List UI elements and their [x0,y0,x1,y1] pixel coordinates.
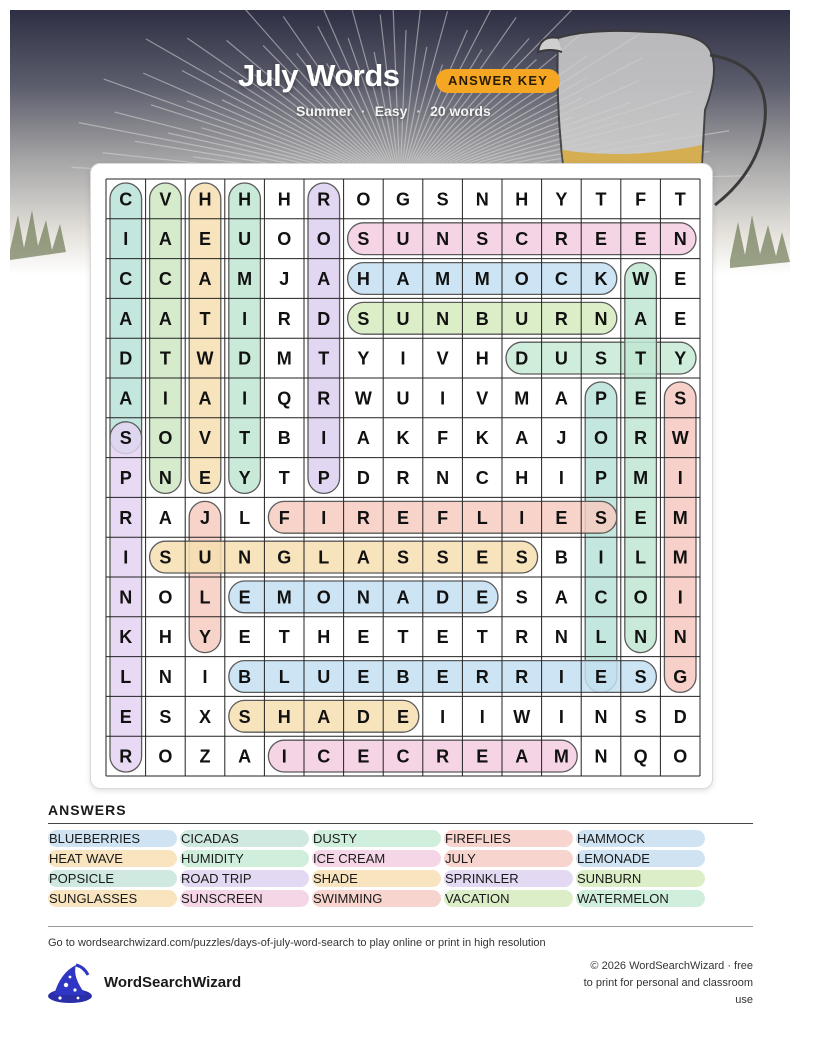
grid-cell-letter: I [123,547,129,568]
grid-cell-letter: E [594,667,608,687]
grid-cell-letter: A [317,706,331,727]
grid-cell-letter: C [317,746,331,767]
grid-cell-letter: S [515,587,528,608]
puzzle-grid-card [90,163,713,789]
grid-cell-letter: R [554,308,568,329]
grid-cell-letter: L [476,507,488,528]
grid-cell-letter: N [634,627,648,648]
grid-cell-letter: V [476,388,489,409]
grid-cell-letter: A [554,388,568,409]
grid-cell-letter: E [198,468,212,488]
grid-cell-letter: N [356,587,370,608]
grid-cell-letter: M [553,746,569,767]
grid-cell-letter: N [554,627,568,648]
grid-cell-letter: A [554,587,568,608]
grid-cell-letter: T [278,468,290,488]
grid-cell-letter: T [476,627,488,648]
grid-cell-letter: B [396,667,410,687]
grid-cell-letter: L [635,547,647,568]
grid-cell-letter: S [594,507,608,528]
grid-cell-letter: C [396,746,410,767]
grid-cell-letter: M [474,269,490,289]
grid-cell-letter: I [598,547,604,568]
grid-cell-letter: A [158,229,172,250]
grid-cell-letter: E [238,587,251,608]
grid-cell-letter: K [396,428,410,449]
grid-cell-letter: R [119,746,133,767]
grid-cell-letter: I [400,348,406,369]
grid-cell-letter: W [196,348,214,369]
grid-cell-letter: E [357,627,370,648]
grid-cell-letter: D [356,468,370,488]
grid-cell-letter: S [634,706,647,727]
grid-cell-letter: M [237,269,253,289]
grid-cell-letter: E [198,229,212,250]
grid-cell-letter: R [554,229,568,250]
grid-cell-letter: Q [633,746,648,767]
grid-cell-letter: T [239,428,251,449]
grid-cell-letter: R [475,667,489,687]
grid-cell-letter: O [673,746,688,767]
grid-cell-letter: Q [277,388,292,409]
grid-cell-letter: N [436,229,450,250]
grid-cell-letter: S [674,388,687,409]
grid-cell-letter: A [198,388,212,409]
grid-cell-letter: W [354,388,372,409]
difficulty-label: Easy [374,103,408,119]
word-count-label: 20 words [430,103,491,119]
word-search-grid [91,164,712,788]
grid-cell-letter: S [476,229,489,250]
grid-cell-letter: M [435,269,451,289]
letter-layer [119,189,688,766]
grid-cell-letter: S [238,706,251,727]
grid-cell-letter: S [119,428,132,449]
grid-cell-letter: M [672,507,688,528]
grid-cell-letter: B [238,667,252,687]
grid-cell-letter: A [119,388,133,409]
grid-cell-letter: R [317,189,331,210]
grid-cell-letter: N [594,746,608,767]
grid-cell-letter: J [199,507,211,528]
grid-cell-letter: A [198,269,212,289]
grid-cell-letter: N [594,308,608,329]
answer-word: SUNGLASSES [48,890,177,907]
grid-cell-letter: O [316,587,331,608]
answer-key-badge: ANSWER KEY [436,69,560,93]
grid-cell-letter: H [158,627,172,648]
answer-word: VACATION [444,890,573,907]
grid-cell-letter: E [119,706,132,727]
grid-cell-letter: R [396,468,410,488]
grid-cell-letter: H [515,468,529,488]
grid-cell-letter: E [476,746,489,767]
grid-cell-letter: L [318,547,330,568]
grid-cell-letter: N [158,667,172,687]
grid-cell-letter: F [635,189,647,210]
grid-cell-letter: I [242,308,248,329]
grid-cell-letter: I [677,587,683,608]
grid-cell-letter: Z [199,746,211,767]
grid-cell-letter: V [159,189,172,210]
grid-cell-letter: H [356,269,370,289]
grid-cell-letter: A [634,308,648,329]
answer-word: SPRINKLER [444,870,573,887]
grid-cell-letter: E [357,667,370,687]
grid-cell-letter: S [634,667,647,687]
grid-cell-letter: E [396,507,410,528]
grid-cell-letter: Y [357,348,370,369]
answer-word: JULY [444,850,573,867]
grid-cell-letter: J [279,269,290,289]
grid-cell-letter: A [238,746,252,767]
grid-cell-letter: Y [198,627,212,648]
grid-cell-letter: A [317,269,331,289]
grid-cell-letter: N [436,308,450,329]
grid-cell-letter: I [558,468,564,488]
grid-cell-letter: N [594,706,608,727]
grid-cell-letter: B [554,547,568,568]
grid-cell-letter: D [515,348,529,369]
grid-cell-letter: G [395,189,411,210]
grid-cell-letter: U [198,547,212,568]
grid-cell-letter: E [476,547,489,568]
grid-cell-letter: I [281,746,287,767]
grid-cell-letter: A [356,547,370,568]
grid-cell-letter: M [276,348,292,369]
answers-list [48,830,753,912]
grid-cell-letter: L [120,667,132,687]
grid-cell-letter: I [558,706,564,727]
grid-cell-letter: W [632,269,650,289]
grid-cell-letter: L [278,667,290,687]
grid-cell-letter: U [317,667,331,687]
grid-cell-letter: H [238,189,252,210]
footer-link-text: Go to wordsearchwizard.com/puzzles/days-of-july-word-search to play online or print in high resolution [48,937,546,949]
grid-cell-letter: S [436,547,449,568]
grid-cell-letter: A [158,308,172,329]
grid-cell-letter: O [356,189,371,210]
grid-cell-letter: A [515,428,529,449]
grid-cell-letter: T [635,348,647,369]
grid-cell-letter: T [278,627,290,648]
wizard-hat-icon [46,963,94,1005]
grid-cell-letter: B [277,428,291,449]
grid-cell-letter: N [119,587,133,608]
answer-word: BLUEBERRIES [48,830,177,847]
grid-cell-letter: O [514,269,529,289]
grid-cell-letter: R [436,746,450,767]
grid-cell-letter: A [396,269,410,289]
grid-cell-letter: D [673,706,687,727]
grid-cell-letter: E [476,587,489,608]
grid-cell-letter: O [633,587,648,608]
grid-cell-letter: L [239,507,251,528]
grid-cell-letter: N [673,229,687,250]
grid-cell-letter: I [558,667,564,687]
grid-cell-letter: I [202,667,208,687]
grid-cell-letter: E [436,667,449,687]
answer-word: DUSTY [312,830,441,847]
grid-cell-letter: N [436,468,450,488]
grid-cell-letter: C [515,229,529,250]
grid-cell-letter: E [634,388,647,409]
grid-cell-letter: S [159,547,172,568]
grid-cell-letter: O [158,746,173,767]
grid-cell-letter: M [633,468,649,488]
grid-cell-letter: R [634,428,648,449]
grid-cell-letter: C [554,269,568,289]
grid-cell-letter: F [437,507,449,528]
grid-cell-letter: D [119,348,133,369]
meta-separator: · [361,103,366,119]
theme-label: Summer [296,103,353,119]
grid-cell-letter: T [595,189,607,210]
grid-cell-letter: G [277,547,292,568]
grid-cell-letter: E [357,746,370,767]
answer-word: POPSICLE [48,870,177,887]
grid-cell-letter: R [515,667,529,687]
answer-word: HUMIDITY [180,850,309,867]
grid-cell-letter: E [555,507,568,528]
grid-cell-letter: X [198,706,212,727]
grid-cell-letter: H [317,627,331,648]
copyright-text: © 2026 WordSearchWizard · free to print for personal and classroom use [583,960,753,1006]
grid-cell-letter: O [316,229,331,250]
grid-cell-letter: O [593,428,609,449]
answer-word: LEMONADE [576,850,705,867]
title-row [0,58,800,102]
grid-cell-letter: I [440,388,446,409]
grid-cell-letter: I [677,468,683,488]
grid-cell-letter: P [317,468,330,488]
grid-cell-letter: S [396,547,410,568]
grid-cell-letter: V [436,348,449,369]
grid-cell-letter: Y [555,189,568,210]
page-title: July Words [238,58,400,93]
grid-cell-letter: E [674,308,687,329]
answers-heading: ANSWERS [48,802,127,818]
grid-cell-letter: C [475,468,489,488]
grid-cell-letter: I [242,388,248,409]
grid-cell-letter: W [513,706,531,727]
grid-cell-letter: T [397,627,409,648]
answer-word: SUNBURN [576,870,705,887]
grid-cell-letter: G [673,667,688,687]
grid-cell-letter: U [554,348,568,369]
answer-word: SHADE [312,870,441,887]
grid-cell-letter: M [514,388,530,409]
grid-cell-letter: I [440,706,446,727]
grid-cell-letter: I [519,507,525,528]
grid-cell-letter: E [674,269,687,289]
grid-cell-letter: O [158,428,173,449]
answer-word: ROAD TRIP [180,870,309,887]
grid-cell-letter: S [357,229,370,250]
grid-cell-letter: N [158,468,172,488]
grid-cell-letter: I [479,706,485,727]
grid-cell-letter: W [671,428,689,449]
grid-cell-letter: H [277,706,291,727]
answer-word: SWIMMING [312,890,441,907]
grid-cell-letter: U [396,308,410,329]
grid-cell-letter: K [594,269,608,289]
grid-cell-letter: S [436,189,449,210]
grid-cell-letter: P [594,388,608,409]
grid-cell-letter: U [396,229,410,250]
answer-word: HAMMOCK [576,830,705,847]
grid-cell-letter: S [515,547,528,568]
grid-cell-letter: N [475,189,489,210]
grid-cell-letter: I [321,428,327,449]
grid-cell-letter: R [356,507,370,528]
grid-cell-letter: T [674,189,686,210]
brand-name[interactable]: WordSearchWizard [104,974,242,991]
grid-cell-letter: H [198,189,212,210]
grid-cell-letter: S [159,706,172,727]
grid-cell-letter: V [198,428,212,449]
grid-cell-letter: H [475,348,489,369]
meta-separator: · [416,103,422,119]
grid-cell-letter: D [317,308,331,329]
grid-cell-letter: O [277,229,292,250]
puzzle-meta [296,103,491,119]
grid-cell-letter: E [396,706,410,727]
grid-cell-letter: R [317,388,331,409]
grid-cell-letter: U [396,388,410,409]
grid-cell-letter: K [119,627,133,648]
answer-word: FIREFLIES [444,830,573,847]
grid-cell-letter: C [119,189,133,210]
grid-cell-letter: N [238,547,252,568]
grid-cell-letter: U [238,229,252,250]
grid-cell-letter: D [356,706,370,727]
grid-cell-letter: R [515,627,529,648]
grid-cell-letter: C [594,587,608,608]
grid-cell-letter: O [158,587,173,608]
grid-cell-letter: D [436,587,450,608]
answer-word: CICADAS [180,830,309,847]
grid-cell-letter: C [158,269,172,289]
grid-cell-letter: T [159,348,171,369]
grid-cell-letter: R [277,308,291,329]
grid-cell-letter: N [673,627,687,648]
answer-word: HEAT WAVE [48,850,177,867]
grid-cell-letter: E [634,507,647,528]
grid-cell-letter: H [515,189,529,210]
grid-cell-letter: Y [238,468,251,488]
answer-word: SUNSCREEN [180,890,309,907]
grid-cell-letter: Y [674,348,687,369]
grid-cell-letter: I [123,229,129,250]
grid-cell-letter: E [594,229,608,250]
grid-cell-letter: M [672,547,688,568]
grid-cell-letter: A [356,428,370,449]
grid-cell-letter: P [594,468,608,488]
grid-cell-letter: C [119,269,133,289]
answer-word: ICE CREAM [312,850,441,867]
grid-cell-letter: U [515,308,529,329]
grid-cell-letter: K [475,428,489,449]
grid-cell-letter: M [276,587,292,608]
grid-cell-letter: A [158,507,172,528]
grid-cell-letter: T [199,308,211,329]
grid-cell-letter: I [321,507,327,528]
answers-bottom-divider [48,926,753,927]
grid-cell-letter: S [594,348,608,369]
grid-cell-letter: I [162,388,168,409]
grid-cell-letter: E [238,627,251,648]
grid-cell-letter: S [357,308,370,329]
grid-cell-letter: L [595,627,607,648]
grid-cell-letter: B [475,308,489,329]
answer-word: WATERMELON [576,890,705,907]
grid-cell-letter: J [556,428,567,449]
grid-cell-letter: R [119,507,133,528]
grid-cell-letter: E [634,229,647,250]
grid-cell-letter: T [318,348,330,369]
grid-cell-letter: A [515,746,529,767]
grid-cell-letter: L [199,587,211,608]
grid-cell-letter: A [119,308,133,329]
grid-cell-letter: F [437,428,449,449]
grid-cell-letter: P [119,468,132,488]
grid-cell-letter: A [396,587,410,608]
grid-cell-letter: D [238,348,252,369]
grid-cell-letter: F [278,507,290,528]
answers-top-divider [48,823,753,824]
grid-cell-letter: H [277,189,291,210]
grid-cell-letter: E [436,627,449,648]
